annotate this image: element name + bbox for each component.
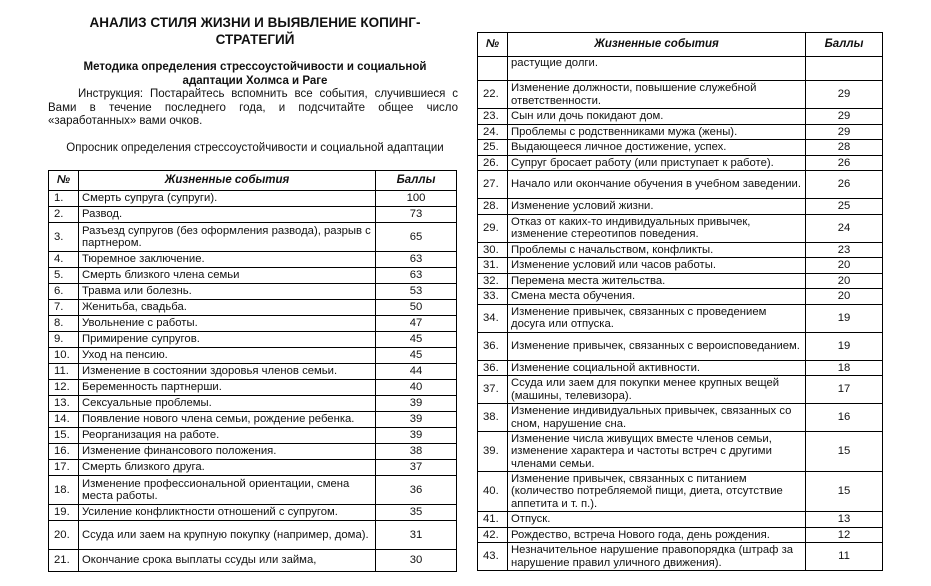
row-number: 2. (49, 207, 79, 223)
table-row (49, 444, 457, 460)
row-event: Проблемы с начальством, конфликты. (508, 242, 806, 258)
table-row (478, 332, 883, 360)
row-event: Окончание срока выплаты ссуды или займа, (79, 550, 376, 572)
table-row (478, 376, 883, 404)
row-number: 4. (49, 252, 79, 268)
row-score: 39 (376, 412, 457, 428)
row-event: Усиление конфликтности отношений с супругом. (79, 505, 376, 521)
row-number: 39. (478, 432, 508, 472)
row-event: Увольнение с работы. (79, 316, 376, 332)
row-event: Разъезд супругов (без оформления развода), разрыв с партнером. (79, 223, 376, 252)
row-event: Выдающееся личное достижение, успех. (508, 140, 806, 156)
row-number: 6. (49, 284, 79, 300)
header-event: Жизненные события (508, 33, 806, 57)
table-row (478, 155, 883, 171)
row-event: Ссуда или заем для покупки менее крупных вещей (машины, телевизора). (508, 376, 806, 404)
row-score: 20 (806, 273, 883, 289)
row-number (478, 57, 508, 81)
row-number: 18. (49, 476, 79, 505)
row-event: Изменение в состоянии здоровья членов семьи. (79, 364, 376, 380)
row-number: 22. (478, 81, 508, 109)
row-score: 16 (806, 404, 883, 432)
row-score: 29 (806, 109, 883, 125)
row-event: Смерть близкого друга. (79, 460, 376, 476)
table-row (478, 404, 883, 432)
table-row (49, 380, 457, 396)
row-score: 63 (376, 252, 457, 268)
row-event: Сын или дочь покидают дом. (508, 109, 806, 125)
row-number: 21. (49, 550, 79, 572)
table-row (49, 300, 457, 316)
table-row (49, 460, 457, 476)
row-score: 29 (806, 81, 883, 109)
header-score: Баллы (376, 171, 457, 191)
row-score: 39 (376, 396, 457, 412)
row-number: 42. (478, 527, 508, 543)
row-number: 3. (49, 223, 79, 252)
row-number: 1. (49, 191, 79, 207)
row-score: 23 (806, 242, 883, 258)
row-number: 17. (49, 460, 79, 476)
row-score: 53 (376, 284, 457, 300)
table-row (478, 304, 883, 332)
table-row (478, 543, 883, 571)
table-row (49, 252, 457, 268)
row-score: 13 (806, 512, 883, 528)
row-number: 19. (49, 505, 79, 521)
row-event: Смена места обучения. (508, 289, 806, 305)
row-number: 31. (478, 258, 508, 274)
row-event: Изменение привычек, связанных с проведением досуга или отпуска. (508, 304, 806, 332)
row-event: Тюремное заключение. (79, 252, 376, 268)
row-event: Изменение индивидуальных привычек, связанных со сном, нарушение сна. (508, 404, 806, 432)
row-event: Рождество, встреча Нового года, день рождения. (508, 527, 806, 543)
row-score: 26 (806, 171, 883, 199)
row-event: Примирение супругов. (79, 332, 376, 348)
row-event: Супруг бросает работу (или приступает к работе). (508, 155, 806, 171)
table-row (478, 109, 883, 125)
row-score: 31 (376, 521, 457, 550)
events-table-right (477, 32, 883, 571)
table-row (49, 521, 457, 550)
row-score: 40 (376, 380, 457, 396)
table-row (49, 505, 457, 521)
row-number: 41. (478, 512, 508, 528)
row-event: Изменение числа живущих вместе членов семьи, изменение характера и частоты встреч с другими членами семьи. (508, 432, 806, 472)
row-number: 37. (478, 376, 508, 404)
row-number: 36. (478, 332, 508, 360)
row-event: Смерть супруга (супруги). (79, 191, 376, 207)
table-row (478, 199, 883, 215)
row-number: 8. (49, 316, 79, 332)
row-number: 33. (478, 289, 508, 305)
row-number: 15. (49, 428, 79, 444)
table-row (478, 124, 883, 140)
row-score: 50 (376, 300, 457, 316)
row-number: 28. (478, 199, 508, 215)
row-score: 19 (806, 332, 883, 360)
row-score: 35 (376, 505, 457, 521)
table-row (478, 273, 883, 289)
row-score: 73 (376, 207, 457, 223)
row-number: 5. (49, 268, 79, 284)
row-event: Изменение привычек, связанных с вероисповеданием. (508, 332, 806, 360)
row-score: 29 (806, 124, 883, 140)
row-score: 28 (806, 140, 883, 156)
table-header-row (478, 33, 883, 57)
row-score (806, 57, 883, 81)
row-score: 15 (806, 472, 883, 512)
row-event: Изменение социальной активности. (508, 360, 806, 376)
row-number: 32. (478, 273, 508, 289)
table-row (49, 428, 457, 444)
row-event: Проблемы с родственниками мужа (жены). (508, 124, 806, 140)
row-event: Женитьба, свадьба. (79, 300, 376, 316)
row-event: Беременность партнерши. (79, 380, 376, 396)
row-score: 20 (806, 258, 883, 274)
row-score: 36 (376, 476, 457, 505)
header-score: Баллы (806, 33, 883, 57)
table-row (478, 214, 883, 242)
row-score: 44 (376, 364, 457, 380)
row-score: 25 (806, 199, 883, 215)
row-number: 20. (49, 521, 79, 550)
table-row (478, 472, 883, 512)
row-event: Изменение условий жизни. (508, 199, 806, 215)
row-number: 36. (478, 360, 508, 376)
row-score: 26 (806, 155, 883, 171)
header-num: № (478, 33, 508, 57)
row-score: 30 (376, 550, 457, 572)
table-row (49, 191, 457, 207)
row-score: 37 (376, 460, 457, 476)
row-score: 11 (806, 543, 883, 571)
table-row (478, 258, 883, 274)
row-number: 24. (478, 124, 508, 140)
table-row (478, 171, 883, 199)
row-score: 19 (806, 304, 883, 332)
row-score: 65 (376, 223, 457, 252)
events-table-left (48, 170, 457, 572)
row-event: Изменение должности, повышение служебной ответственности. (508, 81, 806, 109)
table-row (478, 512, 883, 528)
table-row (478, 527, 883, 543)
row-score: 39 (376, 428, 457, 444)
header-num: № (49, 171, 79, 191)
row-score: 45 (376, 348, 457, 364)
table-row (49, 396, 457, 412)
row-score: 38 (376, 444, 457, 460)
row-event: Реорганизация на работе. (79, 428, 376, 444)
row-score: 20 (806, 289, 883, 305)
row-score: 47 (376, 316, 457, 332)
row-number: 38. (478, 404, 508, 432)
row-event: Отказ от каких-то индивидуальных привычек, изменение стереотипов поведения. (508, 214, 806, 242)
row-event: Сексуальные проблемы. (79, 396, 376, 412)
row-number: 43. (478, 543, 508, 571)
row-event: растущие долги. (508, 57, 806, 81)
row-number: 13. (49, 396, 79, 412)
table-row (478, 242, 883, 258)
row-number: 26. (478, 155, 508, 171)
table-row (478, 57, 883, 81)
row-event: Ссуда или заем на крупную покупку (например, дома). (79, 521, 376, 550)
table-row (478, 289, 883, 305)
row-score: 63 (376, 268, 457, 284)
row-score: 12 (806, 527, 883, 543)
table-header-row (49, 171, 457, 191)
table-row (49, 412, 457, 428)
row-number: 23. (478, 109, 508, 125)
row-number: 9. (49, 332, 79, 348)
table-row (478, 360, 883, 376)
row-number: 34. (478, 304, 508, 332)
row-score: 45 (376, 332, 457, 348)
row-number: 27. (478, 171, 508, 199)
row-event: Отпуск. (508, 512, 806, 528)
table-row (49, 207, 457, 223)
instruction-text: Инструкция: Постарайтесь вспомнить все события, случившиеся с Вами в течение последнего года, и подсчитайте общее число «заработанных» вами очков. (48, 88, 458, 127)
table-row (478, 432, 883, 472)
questionnaire-title: Опросник определения стрессоустойчивости и социальной адаптации (66, 142, 444, 154)
row-score: 15 (806, 432, 883, 472)
row-event: Смерть близкого члена семьи (79, 268, 376, 284)
row-number: 12. (49, 380, 79, 396)
table-row (49, 284, 457, 300)
table-row (49, 268, 457, 284)
row-event: Изменение финансового положения. (79, 444, 376, 460)
row-event: Изменение профессиональной ориентации, смена места работы. (79, 476, 376, 505)
table-row (49, 364, 457, 380)
row-event: Перемена места жительства. (508, 273, 806, 289)
table-row (478, 81, 883, 109)
table-row (49, 332, 457, 348)
row-event: Развод. (79, 207, 376, 223)
row-score: 17 (806, 376, 883, 404)
row-event: Появление нового члена семьи, рождение ребенка. (79, 412, 376, 428)
header-event: Жизненные события (79, 171, 376, 191)
row-event: Незначительное нарушение правопорядка (штраф за нарушение правил уличного движения). (508, 543, 806, 571)
row-event: Начало или окончание обучения в учебном заведении. (508, 171, 806, 199)
row-number: 25. (478, 140, 508, 156)
row-number: 10. (49, 348, 79, 364)
row-number: 7. (49, 300, 79, 316)
table-row (478, 140, 883, 156)
row-event: Изменение условий или часов работы. (508, 258, 806, 274)
row-number: 14. (49, 412, 79, 428)
row-number: 11. (49, 364, 79, 380)
row-number: 30. (478, 242, 508, 258)
table-row (49, 316, 457, 332)
row-score: 24 (806, 214, 883, 242)
row-event: Травма или болезнь. (79, 284, 376, 300)
table-row (49, 550, 457, 572)
row-number: 29. (478, 214, 508, 242)
row-number: 40. (478, 472, 508, 512)
table-row (49, 223, 457, 252)
method-subtitle: Методика определения стрессоустойчивости и социальной адаптации Холмса и Раге (83, 61, 427, 87)
table-row (49, 348, 457, 364)
row-event: Уход на пенсию. (79, 348, 376, 364)
table-row (49, 476, 457, 505)
document-title: АНАЛИЗ СТИЛЯ ЖИЗНИ И ВЫЯВЛЕНИЕ КОПИНГ-СТРАТЕГИЙ (89, 15, 421, 47)
row-score: 18 (806, 360, 883, 376)
row-score: 100 (376, 191, 457, 207)
row-number: 16. (49, 444, 79, 460)
row-event: Изменение привычек, связанных с питанием (количество потребляемой пищи, диета, отсутствие аппетита и т. п.). (508, 472, 806, 512)
